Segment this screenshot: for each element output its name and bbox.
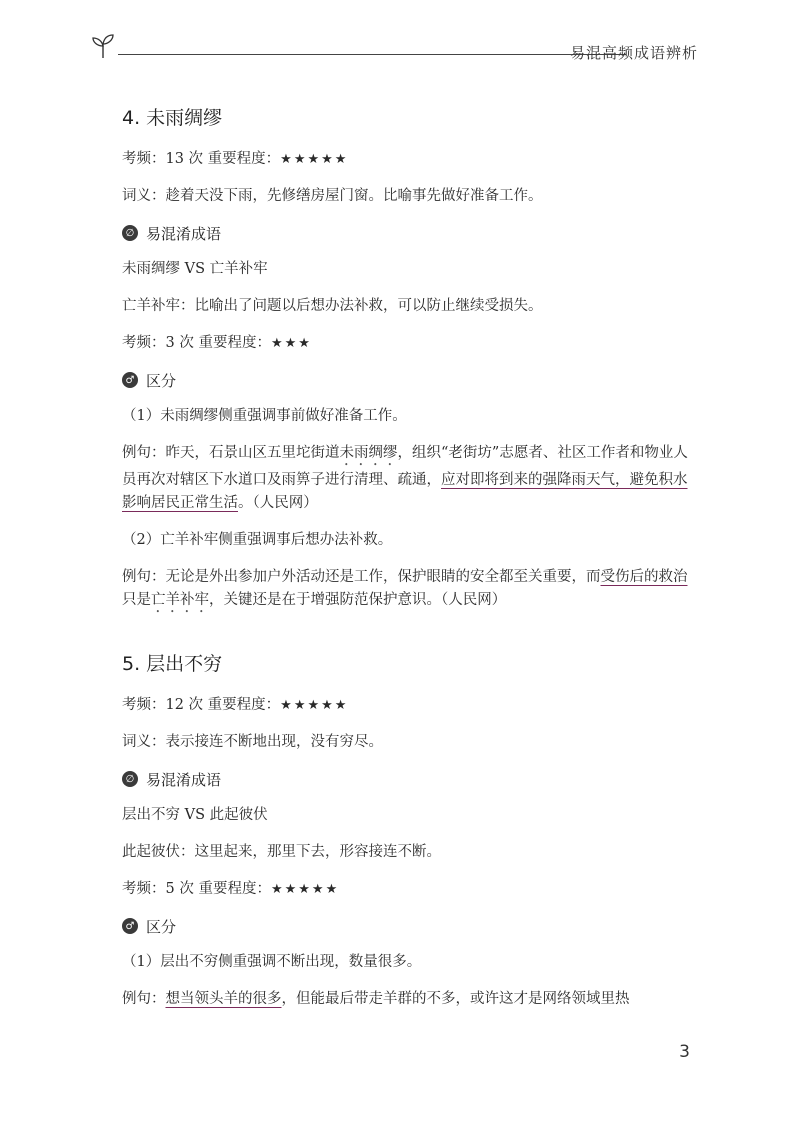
example-sentence: 例句：昨天，石景山区五里坨街道未雨绸缪，组织“老街坊”志愿者、社区工作者和物业人员再次对辖区下水道口及雨箅子进行清理、疏通，应对即将到来的强降雨天气，避免积水影响居民正常生活。（人民网）	[122, 445, 688, 511]
entry-title: 5. 层出不穷	[122, 653, 223, 675]
difference-point: （1）未雨绸缪侧重强调事前做好准备工作。	[122, 408, 407, 424]
underlined-phrase: 想当领头羊的很多	[165, 991, 282, 1007]
difference-icon: ♂	[122, 918, 138, 934]
emphasized-idiom: 未雨绸缪	[339, 445, 398, 461]
emphasized-idiom: 亡羊补牢	[151, 592, 209, 608]
example-sentence: 例句：想当领头羊的很多，但能最后带走羊群的不多，或许这才是网络领域里热	[122, 991, 630, 1007]
other-frequency-line: 考频：3 次 重要程度：★★★	[122, 335, 312, 351]
confusable-section-heading: ∅ 易混淆成语	[122, 768, 692, 790]
idiom-pair: 层出不穷 VS 此起彼伏	[122, 807, 268, 823]
difference-point: （1）层出不穷侧重强调不断出现，数量很多。	[122, 954, 422, 970]
idiom-pair: 未雨绸缪 VS 亡羊补牢	[122, 261, 268, 277]
page-number: 3	[679, 1042, 690, 1062]
underlined-phrase: 应对即将到来的强降雨天气，避免积水影响居民正常生活	[122, 472, 688, 511]
meaning-line: 词义：趁着天没下雨，先修缮房屋门窗。比喻事先做好准备工作。	[122, 188, 543, 204]
underlined-phrase: 受伤后的救治	[600, 569, 688, 585]
importance-stars: ★★★	[270, 336, 312, 351]
importance-stars: ★★★★★	[270, 882, 340, 897]
entry-title: 4. 未雨绸缪	[122, 107, 223, 129]
example-sentence: 例句：无论是外出参加户外活动还是工作，保护眼睛的安全都至关重要，而受伤后的救治只是亡羊补牢，关键还是在于增强防范保护意识。（人民网）	[122, 569, 688, 608]
frequency-line: 考频：13 次 重要程度：★★★★★	[122, 151, 349, 167]
header-rule	[118, 54, 626, 55]
difference-icon: ♂	[122, 372, 138, 388]
other-meaning-line: 此起彼伏：这里起来，那里下去，形容接连不断。	[122, 844, 441, 860]
other-frequency-line: 考频：5 次 重要程度：★★★★★	[122, 881, 340, 897]
page-content	[122, 104, 692, 1025]
other-meaning-line: 亡羊补牢：比喻出了问题以后想办法补救，可以防止继续受损失。	[122, 298, 543, 314]
importance-stars: ★★★★★	[280, 152, 349, 167]
confusable-section-heading: ∅ 易混淆成语	[122, 222, 692, 244]
difference-section-heading: ♂ 区分	[122, 915, 692, 937]
sprout-icon	[88, 30, 118, 60]
running-header-title: 易混高频成语辨析	[569, 44, 698, 62]
confusable-icon: ∅	[122, 771, 138, 787]
meaning-line: 词义：表示接连不断地出现，没有穷尽。	[122, 734, 383, 750]
importance-stars: ★★★★★	[280, 698, 349, 713]
frequency-line: 考频：12 次 重要程度：★★★★★	[122, 697, 349, 713]
difference-section-heading: ♂ 区分	[122, 369, 692, 391]
difference-point: （2）亡羊补牢侧重强调事后想办法补救。	[122, 532, 393, 548]
page-header	[88, 30, 698, 60]
confusable-icon: ∅	[122, 225, 138, 241]
